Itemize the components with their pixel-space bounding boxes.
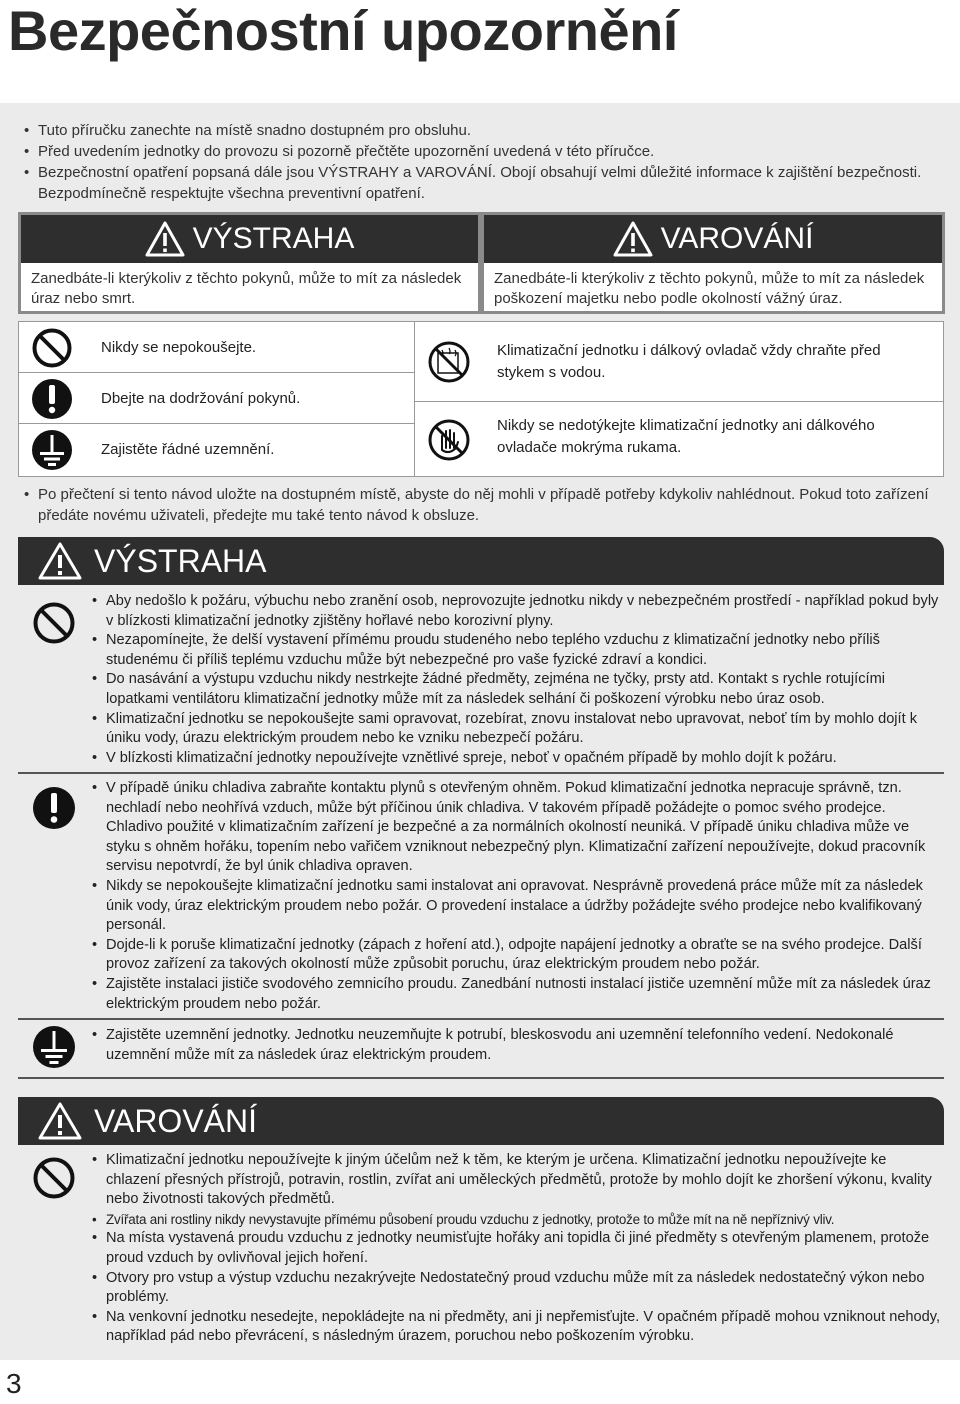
list-item: • Zajistěte uzemnění jednotky. Jednotku neuzemňujte k potrubí, bleskosvodu ani uzemnění telefonního vedení. Nedokonalé uzemnění může mít za následek úraz elektrickým proudem. <box>92 1026 944 1065</box>
list-item: • Na místa vystavená proudu vzduchu z jednotky neumisťujte hořáky ani topidla či jiné předměty s otevřeným plamenem, protože proud vzduch by ovlivňoval jejich hoření. <box>92 1229 944 1268</box>
caution-notice-box <box>481 212 945 314</box>
warning-notice-header <box>21 215 478 263</box>
list-item: • Zvířata ani rostliny nikdy nevystavujte přímému působení proudu vzduchu z jednotky, protože to může mít na ně nepříznivý vliv. <box>92 1210 944 1230</box>
list-item: • Aby nedošlo k požáru, výbuchu nebo zranění osob, neprovozujte jednotku nikdy v nebezpečném prostředí - například pokud byly v blízkosti klimatizační jednotky zjištěny hořlavé nebo korozivní plyny. <box>92 592 944 631</box>
legend-row-no-wet-hands <box>415 402 943 476</box>
list-item: • Nezapomínejte, že delší vystavení přímému proudu studeného nebo teplého vzduchu z klimatizační jednotky nebo příliš studenému či příliš teplému vzduchu může být nebezpečné pro vaše fyzické zdraví a kondici. <box>92 631 944 670</box>
legend-text: Nikdy se nepokoušejte. <box>101 339 257 356</box>
warning-prohibited-list <box>92 592 944 768</box>
warning-section-header <box>18 537 944 585</box>
list-item: • Dojde-li k poruše klimatizační jednotky (zápach z hoření atd.), odpojte napájení jednotky a obraťte se na svého prodejce. Další provoz zařízení za takových okolností může způsobit poruchu, úraz elektrickým proudem nebo požár. <box>92 936 944 975</box>
legend-text: Dbejte na dodržování pokynů. <box>101 390 301 407</box>
list-item: • V případě úniku chladiva zabraňte kontaktu plynů s otevřeným ohněm. Pokud klimatizační jednotka nepracuje správně, tzn. nechladí nebo neohřívá vzduch, může být příčinou únik chladiva. V takovém případě požádejte o pomoc svého prodejce. Chladivo použité v klimatizačním zařízení je bezpečné a za normálních okolností neuniká. V případě úniku chladiva může ve styku s ohněm hořáku, topením nebo vařičem vzniknout nebezpečný plyn. Klimatizační zařízení nepoužívejte, dokud pracovník servisu nepotvrdí, že byl únik chladiva opraven. <box>92 779 944 877</box>
symbol-legend-table <box>18 321 944 477</box>
legend-row-prohibited <box>19 322 414 373</box>
no-water-icon <box>427 340 471 384</box>
intro-list <box>24 120 924 204</box>
page-number: 3 <box>6 1368 22 1399</box>
warning-grounding-list <box>92 1026 944 1065</box>
ground-icon <box>31 429 73 471</box>
list-item: • Klimatizační jednotku nepoužívejte k jiným účelům než k těm, ke kterým je určena. Klimatizační jednotku nepoužívejte ke chlazení přesných přístrojů, potravin, rostlin, zvířat ani uměleckých předmětů, protože by mohlo dojít ke zhoršení výkonu, kvality nebo životnosti takových předmětů. <box>92 1151 944 1210</box>
list-item: • Zajistěte instalaci jističe svodového zemnicího proudu. Zanedbání nutnosti instalací jističe uzemnění může mít za následek úraz elektrickým proudem nebo požár. <box>92 975 944 1014</box>
intro-item: • Tuto příručku zanechte na místě snadno dostupném pro obsluhu. <box>24 120 924 141</box>
page-title: Bezpečnostní upozornění <box>8 0 678 62</box>
handover-text: • Po přečtení si tento návod uložte na dostupném místě, abyste do něj mohli v případě potřeby kdykoliv nahlédnout. Pokud toto zařízení předáte novému uživateli, předejte mu také tento návod k obsluze. <box>24 484 944 526</box>
prohibition-icon <box>31 327 73 369</box>
caution-section-title: VAROVÁNÍ <box>94 1102 257 1139</box>
legend-row-no-water <box>415 322 943 402</box>
legend-row-mandatory <box>19 373 414 424</box>
intro-item: • Před uvedením jednotky do provozu si pozorně přečtěte upozornění uvedená v této příručce. <box>24 141 924 162</box>
legend-text: Nikdy se nedotýkejte klimatizační jednotky ani dálkového ovladače mokrýma rukama. <box>497 417 875 456</box>
warning-notice-box <box>18 212 481 314</box>
warning-mandatory-list <box>92 779 944 1014</box>
warning-section-title: VÝSTRAHA <box>94 542 267 579</box>
list-item: • Nikdy se nepokoušejte klimatizační jednotku sami instalovat ani opravovat. Nesprávně provedená práce může mít za následek únik vody, úraz elektrickým proudem nebo požár. O provedení instalace a údržby požádejte svého prodejce nebo kvalifikovaný personál. <box>92 877 944 936</box>
divider <box>18 1018 944 1020</box>
caution-notice-header <box>484 215 942 263</box>
caution-notice-title: VAROVÁNÍ <box>660 222 814 255</box>
warning-triangle-icon <box>145 221 185 257</box>
warning-triangle-icon <box>38 542 82 580</box>
list-item: • Klimatizační jednotku se nepokoušejte sami opravovat, rozebírat, znovu instalovat nebo upravovat, neboť tím by mohlo dojít k úniku vody, úrazu elektrickým proudem nebo ke vzniku nebezpečí požáru. <box>92 710 944 749</box>
caution-section-header <box>18 1097 944 1145</box>
warning-notice-title: VÝSTRAHA <box>192 222 355 255</box>
warning-triangle-icon <box>613 221 653 257</box>
divider <box>18 1077 944 1079</box>
intro-item: • Bezpečnostní opatření popsaná dále jsou VÝSTRAHY a VAROVÁNÍ. Obojí obsahují velmi důležité informace k zajištění bezpečnosti. Bezpodmínečně respektujte všechna preventivní opatření. <box>24 162 924 204</box>
list-item: • Do nasávání a výstupu vzduchu nikdy nestrkejte žádné předměty, zejména ne tyčky, prsty atd. Kontakt s rychle rotujícími lopatkami ventilátoru klimatizační jednotky může mít za následek selhání či poškození výrobku nebo úraz osob. <box>92 670 944 709</box>
warning-notice-text: Zanedbáte-li kterýkoliv z těchto pokynů, může to mít za následek úraz nebo smrt. <box>31 270 462 307</box>
legend-text: Klimatizační jednotku i dálkový ovladač vždy chraňte před stykem s vodou. <box>497 342 881 381</box>
ground-icon <box>32 1025 76 1069</box>
exclamation-icon <box>32 786 76 830</box>
list-item: • Otvory pro vstup a výstup vzduchu nezakrývejte Nedostatečný proud vzduchu může mít za následek nedostatečný výkon nebo problémy. <box>92 1269 944 1308</box>
caution-prohibited-list <box>92 1151 944 1347</box>
legend-row-ground <box>19 424 414 475</box>
exclamation-icon <box>31 378 73 420</box>
prohibition-icon <box>32 601 76 645</box>
list-item: • V blízkosti klimatizační jednotky nepoužívejte vznětlivé spreje, neboť v opačném případě by mohlo dojít k požáru. <box>92 749 944 769</box>
warning-triangle-icon <box>38 1102 82 1140</box>
divider <box>18 772 944 774</box>
caution-notice-text: Zanedbáte-li kterýkoliv z těchto pokynů, může to mít za následek poškození majetku nebo podle okolností vážný úraz. <box>494 270 925 307</box>
no-wet-hands-icon <box>427 418 471 462</box>
prohibition-icon <box>32 1156 76 1200</box>
legend-text: Zajistěte řádné uzemnění. <box>101 441 275 458</box>
handover-note <box>24 484 944 526</box>
list-item: • Na venkovní jednotku nesedejte, nepokládejte na ni předměty, ani ji nepřemisťujte. V opačném případě mohou vzniknout nehody, například pád nebo převrácení, s následným úrazem, poruchou nebo poškozením výrobku. <box>92 1308 944 1347</box>
